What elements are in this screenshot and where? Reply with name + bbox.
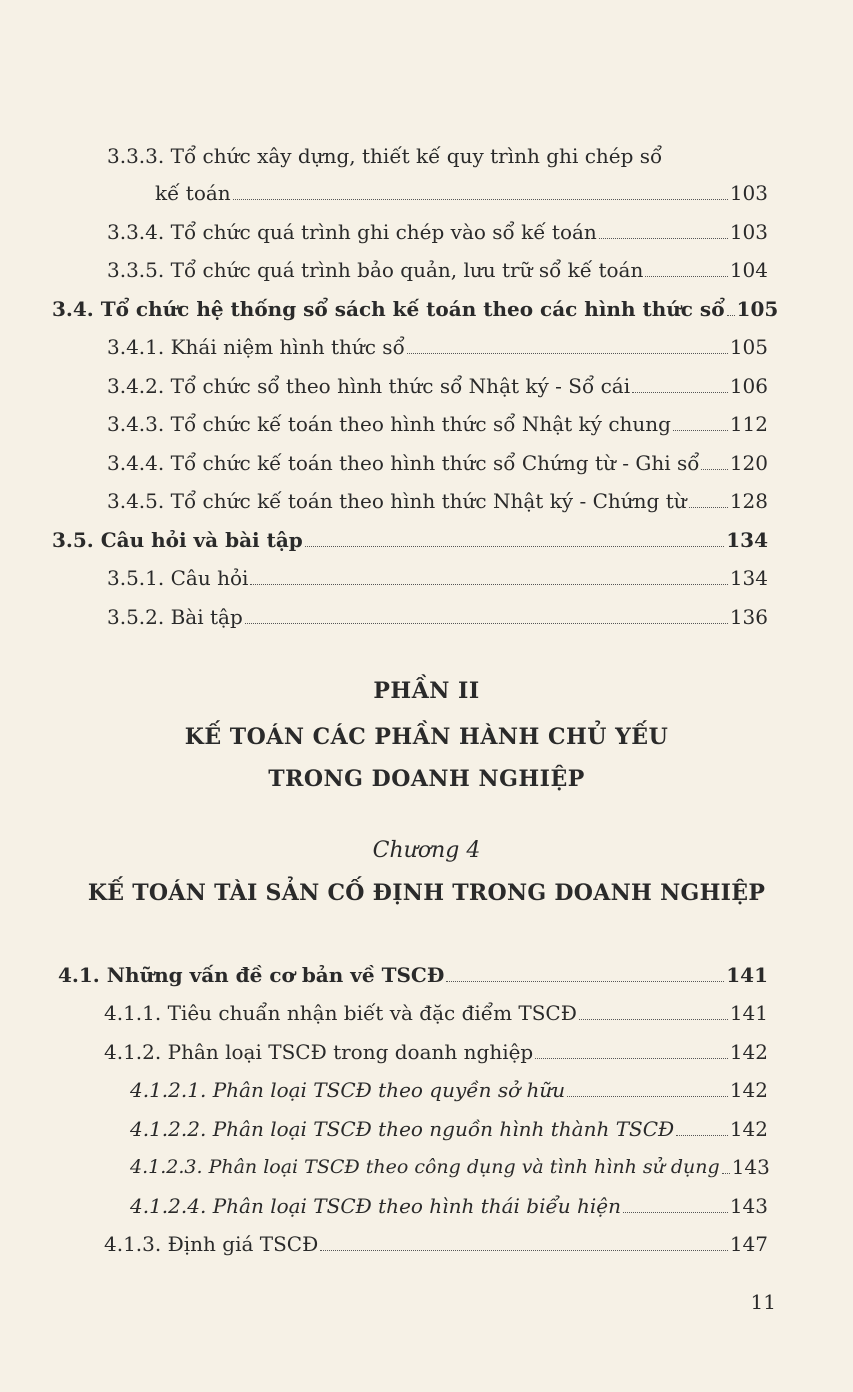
toc-entry-title: Tiêu chuẩn nhận biết và đặc điểm TSCĐ xyxy=(167,1001,577,1025)
dot-leader xyxy=(701,469,727,470)
dot-leader xyxy=(579,1019,728,1020)
toc-entry-number: 4.1.2.1. xyxy=(130,1078,207,1102)
toc-entry-title: Phân loại TSCĐ theo nguồn hình thành TSCĐ xyxy=(212,1116,675,1141)
toc-entry-page: 105 xyxy=(729,335,768,359)
toc-entry-4-1[interactable] xyxy=(0,952,853,991)
toc-entry-4-1-2-1[interactable] xyxy=(0,1068,853,1107)
part-label: PHẦN II xyxy=(373,678,480,704)
toc-entry-title: Phân loại TSCĐ theo quyền sở hữu xyxy=(212,1078,566,1102)
toc-entry-page: 142 xyxy=(729,1078,768,1102)
toc-entry-3-4-3[interactable] xyxy=(0,402,853,441)
toc-entry-number: 3.4.4. xyxy=(107,450,165,475)
toc-entry-3-5-1[interactable] xyxy=(0,556,853,595)
toc-entry-3-3-4[interactable] xyxy=(0,209,853,248)
toc-entry-title: Tổ chức kế toán theo hình thức Nhật ký - Chứng từ xyxy=(170,489,687,513)
dot-leader xyxy=(535,1058,728,1059)
toc-entry-page: 141 xyxy=(726,962,768,987)
toc-entry-title: Những vấn đề cơ bản về TSCĐ xyxy=(106,962,445,987)
toc-entry-page: 112 xyxy=(729,412,768,436)
toc-entry-number: 4.1.2.4. xyxy=(130,1193,207,1218)
dot-leader xyxy=(722,1173,730,1174)
dot-leader xyxy=(689,507,728,508)
toc-entry-number: 3.3.3. xyxy=(107,144,165,168)
dot-leader xyxy=(305,546,724,547)
toc-section-chapter-4 xyxy=(0,952,853,1260)
dot-leader xyxy=(407,353,728,354)
toc-entry-title: Tổ chức sổ theo hình thức sổ Nhật ký - Sổ cái xyxy=(170,373,631,398)
part-title-line1: KẾ TOÁN CÁC PHẦN HÀNH CHỦ YẾU xyxy=(184,724,669,750)
toc-entry-title: Phân loại TSCĐ trong doanh nghiệp xyxy=(167,1039,534,1064)
dot-leader xyxy=(673,430,728,431)
toc-entry-3-4-2[interactable] xyxy=(0,363,853,402)
toc-entry-page: 103 xyxy=(729,181,768,205)
dot-leader xyxy=(623,1212,728,1213)
toc-entry-number: 4.1.1. xyxy=(104,1001,162,1025)
toc-entry-number: 3.4.2. xyxy=(107,373,165,398)
toc-entry-3-4-5[interactable] xyxy=(0,479,853,518)
dot-leader xyxy=(446,981,724,982)
toc-entry-number: 3.3.5. xyxy=(107,258,165,282)
toc-entry-4-1-2-4[interactable] xyxy=(0,1183,853,1222)
chapter-label: Chương 4 xyxy=(372,838,481,863)
toc-entry-title: Định giá TSCĐ xyxy=(167,1232,319,1256)
dot-leader xyxy=(245,623,728,624)
part-title-line2: TRONG DOANH NGHIỆP xyxy=(268,766,585,792)
toc-entry-page: 120 xyxy=(729,450,768,475)
toc-entry-number: 3.4.3. xyxy=(107,412,165,436)
toc-entry-4-1-2-2[interactable] xyxy=(0,1106,853,1145)
toc-section-chapter-3 xyxy=(0,138,853,633)
toc-entry-number: 3.5. xyxy=(52,527,94,552)
toc-entry-title: Phân loại TSCĐ theo công dụng và tình hình sử dụng xyxy=(208,1156,720,1178)
toc-entry-3-4[interactable] xyxy=(0,286,853,325)
toc-entry-number: 3.5.1. xyxy=(107,566,165,590)
dot-leader xyxy=(599,238,728,239)
dot-leader xyxy=(250,584,727,585)
toc-entry-page: 136 xyxy=(729,604,768,629)
toc-entry-page: 143 xyxy=(729,1193,768,1218)
toc-entry-title-cont: kế toán xyxy=(155,181,231,205)
dot-leader xyxy=(676,1135,728,1136)
toc-entry-title: Bài tập xyxy=(170,604,243,629)
toc-entry-number: 4.1.2.3. xyxy=(130,1156,203,1178)
page-number: 11 xyxy=(750,1290,776,1314)
toc-entry-title: Câu hỏi và bài tập xyxy=(100,527,303,552)
toc-entry-page: 104 xyxy=(729,258,768,282)
toc-entry-title: Tổ chức kế toán theo hình thức sổ Nhật ký chung xyxy=(170,412,671,436)
toc-entry-4-1-3[interactable] xyxy=(0,1222,853,1261)
toc-entry-3-5-2[interactable] xyxy=(0,594,853,633)
dot-leader xyxy=(645,276,727,277)
toc-entry-title: Tổ chức quá trình ghi chép vào sổ kế toán xyxy=(170,219,597,244)
toc-entry-title: Tổ chức quá trình bảo quản, lưu trữ sổ kế toán xyxy=(170,258,644,282)
toc-entry-4-1-2[interactable] xyxy=(0,1029,853,1068)
toc-entry-page: 105 xyxy=(736,296,779,321)
toc-entry-page: 142 xyxy=(729,1039,768,1064)
toc-entry-number: 4.1.2.2. xyxy=(130,1116,207,1141)
toc-entry-page: 103 xyxy=(729,219,768,244)
toc-entry-page: 147 xyxy=(729,1232,768,1256)
toc-entry-number: 4.1.3. xyxy=(104,1232,162,1256)
toc-entry-title: Khái niệm hình thức sổ xyxy=(170,335,405,359)
toc-entry-page: 106 xyxy=(729,373,768,398)
toc-entry-number: 3.4.5. xyxy=(107,489,165,513)
toc-entry-number: 4.1. xyxy=(58,962,100,987)
dot-leader xyxy=(567,1096,728,1097)
toc-entry-page: 142 xyxy=(729,1116,768,1141)
dot-leader xyxy=(320,1250,728,1251)
toc-entry-title: Phân loại TSCĐ theo hình thái biểu hiện xyxy=(212,1193,622,1218)
toc-entry-number: 3.3.4. xyxy=(107,219,165,244)
toc-entry-page: 128 xyxy=(729,489,768,513)
toc-entry-4-1-2-3[interactable] xyxy=(0,1145,853,1184)
toc-entry-3-4-4[interactable] xyxy=(0,440,853,479)
toc-entry-number: 3.4.1. xyxy=(107,335,165,359)
toc-entry-3-5[interactable] xyxy=(0,517,853,556)
toc-entry-page: 134 xyxy=(726,527,768,552)
toc-entry-3-3-3[interactable] xyxy=(0,138,853,209)
chapter-title: KẾ TOÁN TÀI SẢN CỐ ĐỊNH TRONG DOANH NGHIỆP xyxy=(87,880,766,906)
toc-entry-title: Tổ chức kế toán theo hình thức sổ Chứng từ - Ghi sổ xyxy=(170,450,700,475)
toc-entry-page: 141 xyxy=(729,1001,768,1025)
toc-entry-title: Tổ chức hệ thống sổ sách kế toán theo các hình thức sổ xyxy=(100,296,725,321)
toc-entry-3-3-5[interactable] xyxy=(0,248,853,287)
toc-entry-page: 134 xyxy=(729,566,768,590)
toc-entry-4-1-1[interactable] xyxy=(0,991,853,1030)
toc-entry-page: 143 xyxy=(731,1155,770,1179)
dot-leader xyxy=(727,315,735,316)
toc-entry-title: Câu hỏi xyxy=(170,566,249,590)
toc-entry-number: 4.1.2. xyxy=(104,1039,162,1064)
toc-entry-3-4-1[interactable] xyxy=(0,325,853,364)
dot-leader xyxy=(632,392,728,393)
toc-entry-number: 3.4. xyxy=(52,296,94,321)
dot-leader xyxy=(233,199,728,200)
toc-entry-number: 3.5.2. xyxy=(107,604,165,629)
toc-entry-title: Tổ chức xây dựng, thiết kế quy trình ghi chép sổ xyxy=(170,144,663,168)
